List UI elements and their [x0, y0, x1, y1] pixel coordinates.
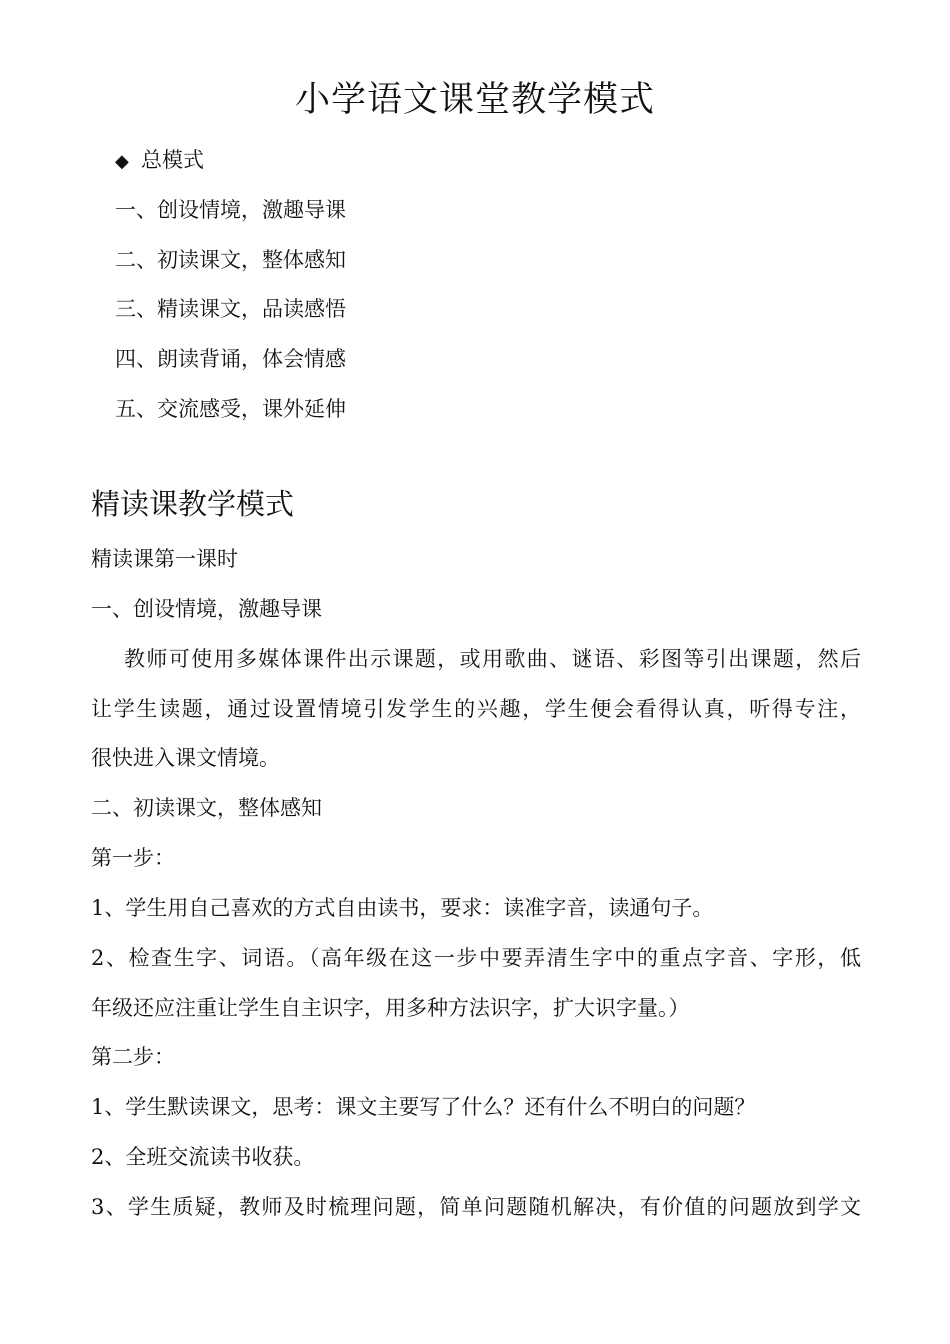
step2-item: 1、学生默读课文，思考：课文主要写了什么？还有什么不明白的问题？ — [91, 1095, 756, 1119]
overview-heading-row — [115, 145, 204, 177]
step2-label: 第二步： — [91, 1045, 175, 1069]
document-title: 小学语文课堂教学模式 — [294, 80, 655, 120]
overview-step: 二、初读课文，整体感知 — [115, 248, 346, 272]
section-heading: 精读课教学模式 — [91, 487, 295, 521]
overview-step: 三、精读课文，品读感悟 — [115, 297, 346, 321]
step2-item: 3、学生质疑，教师及时梳理问题，简单问题随机解决，有价值的问题放到学文 — [91, 1195, 861, 1219]
step2-item: 2、全班交流读书收获。 — [91, 1145, 315, 1169]
overview-step: 一、创设情境，激趣导课 — [115, 198, 346, 222]
part1-paragraph-line: 很快进入课文情境。 — [91, 746, 280, 770]
step1-item: 2、检查生字、词语。（高年级在这一步中要弄清生字中的重点字音、字形，低 — [91, 946, 861, 970]
overview-step: 五、交流感受，课外延伸 — [115, 397, 346, 421]
overview-step: 四、朗读背诵，体会情感 — [115, 347, 346, 371]
part1-paragraph-line: 让学生读题，通过设置情境引发学生的兴趣，学生便会看得认真，听得专注， — [91, 697, 861, 721]
diamond-bullet-icon: ◆ — [115, 151, 129, 172]
step1-item: 1、学生用自己喜欢的方式自由读书，要求：读准字音，读通句子。 — [91, 896, 714, 920]
section-subheading: 精读课第一课时 — [91, 547, 238, 571]
step1-label: 第一步： — [91, 846, 175, 870]
part2-heading: 二、初读课文，整体感知 — [91, 796, 322, 820]
part1-heading: 一、创设情境，激趣导课 — [91, 597, 322, 621]
part1-paragraph-line: 教师可使用多媒体课件出示课题，或用歌曲、谜语、彩图等引出课题，然后 — [124, 647, 861, 671]
overview-heading: 总模式 — [141, 148, 204, 172]
step1-item: 年级还应注重让学生自主识字，用多种方法识字，扩大识字量。） — [91, 996, 690, 1020]
